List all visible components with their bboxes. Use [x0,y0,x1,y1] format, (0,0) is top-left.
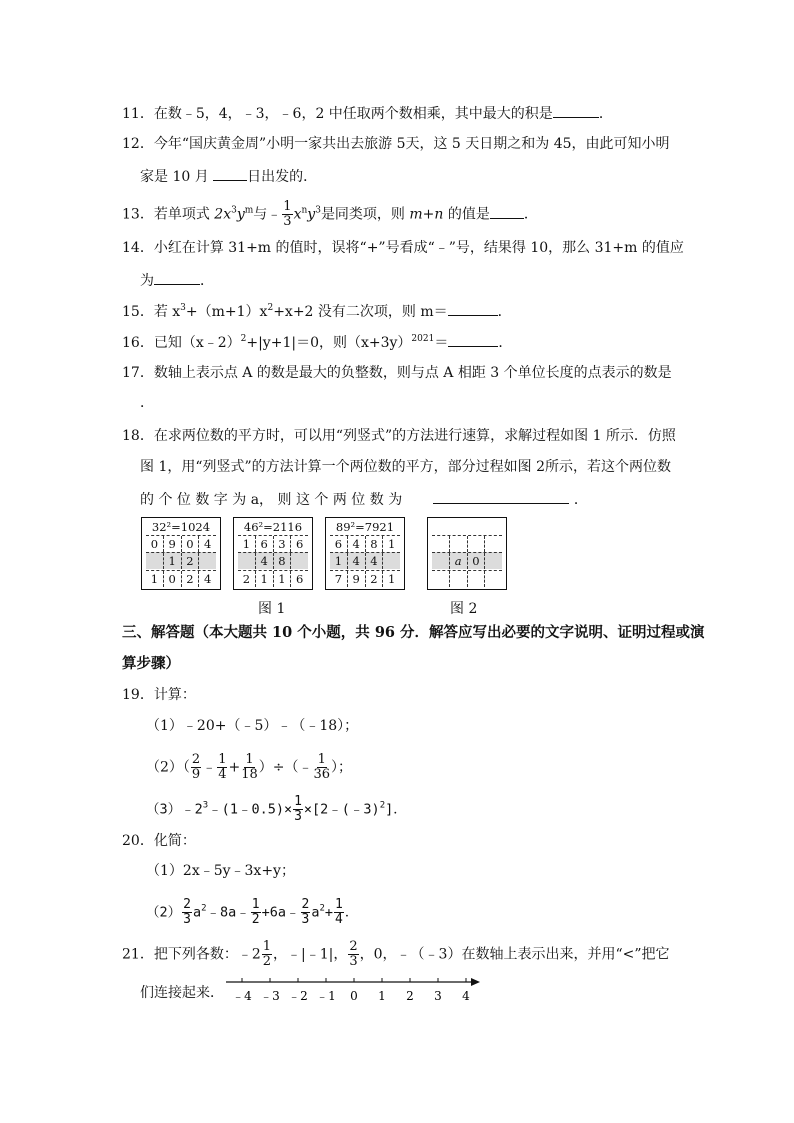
axis-tick-label: ﹣2 [288,989,308,1003]
question-20: 20．化简： [122,833,196,849]
question-15: 15．若 $x^3+(m+1)x^2+x+2$ 没有二次项，则 m＝ ． [122,303,512,320]
fig2-caption: 图 2 [450,601,478,617]
answer-blank [154,270,200,285]
fig1-grid-2: 46²=2116 1 6 3 6 4 8 2 1 1 6 [233,517,313,590]
question-17: 17．数轴上表示点 A 的数是最大的负整数，则与点 A 相距 3 个单位长度的点表示的数是 [122,365,672,381]
question-12-cont: 家是 10 月 日出发的． [140,166,317,186]
axis-tick-label: ﹣1 [316,989,336,1003]
answer-blank [433,489,569,504]
question-14-cont: 为 ． [140,270,214,290]
question-11: 11．在数﹣5，4，﹣3，﹣6，2 中任取两个数相乘，其中最大的积是 ． [122,103,613,123]
q19-part-3: $(3)﹣2^3﹣(1﹣0.5)\times$ $\frac{1}{3}$ ×[2﹣(﹣3)$^2$]． [146,794,407,824]
question-18-cont2: 的 个 位 数 字 为 a， 则 这 个 两 位 数 为 ． [140,489,588,509]
axis-tick-label: 1 [378,989,386,1003]
q20-part-2: （2） $\frac{2}{3}$ $a^2﹣8a﹣$ $\frac{1}{2}$ +6a﹣ $\frac{2}{3}$ $a^2+$ $\frac{1}{4}$ ． [146,897,359,927]
answer-blank [490,204,524,219]
fraction: $\frac{1}{3}$ [283,199,292,229]
question-18: 18．在求两位数的平方时，可以用“列竖式”的方法进行速算，求解过程如图 1 所示．仿照 [122,428,676,444]
question-21: 21．把下列各数：﹣2 $\frac{1}{2}$ ，﹣|﹣1|， $\frac{2}{3}$ ，0，﹣（﹣3）在数轴上表示出来，并用“<”把它 [122,939,670,969]
fig1-grid-1: 32²=1024 0 9 0 4 1 2 1 0 2 4 [141,517,221,590]
answer-blank [213,166,247,181]
axis-tick-label: ﹣3 [260,989,280,1003]
axis-tick-label: 3 [434,989,442,1003]
section-heading-cont: 算步骤） [122,655,180,672]
section-heading: 三、解答题（本大题共 10 个小题，共 96 分．解答应写出必要的文字说明、证明过程或演 [122,624,705,641]
question-16: 16．已知（x﹣2）$^2$+|y+1|＝0，则$(x+3y)^{2021}=$ ． [122,334,513,351]
question-14: 14．小红在计算 31+m 的值时，误将“+”号看成“﹣”号，结果得 10，那么 31+m 的值应 [122,240,684,256]
question-13: 13．若单项式 $2x^3y^m$与﹣ $\frac{1}{3}$ $x^ny^3$是同类项，则 m+n 的值是 ． [122,199,538,229]
q19-part-1: （1）﹣20+（﹣5）﹣（﹣18）； [146,718,359,734]
fig1-grid-3: 89²=7921 6 4 8 1 1 4 4 7 9 2 1 [325,517,405,590]
fig2-grid: a 0 [427,517,507,590]
q19-part-2: （2）（ $\frac{2}{9}$ ﹣ $\frac{1}{4}$ + $\frac{1}{18}$ ）÷（﹣ $\frac{1}{36}$ ）； [146,752,353,782]
question-19: 19．计算： [122,687,196,703]
axis-tick-label: 4 [462,989,470,1003]
question-18-cont: 图 1，用“列竖式”的方法计算一个两位数的平方，部分过程如图 2所示，若这个两位数 [140,459,672,475]
axis-tick-label: 0 [350,989,358,1003]
question-12: 12．今年“国庆黄金周”小明一家共出去旅游 5天，这 5 天日期之和为 45，由此可知小明 [122,136,670,152]
answer-blank [448,301,498,316]
question-17-cont: ． [140,395,154,411]
answer-blank [448,332,498,347]
answer-blank [553,103,599,118]
fig1-caption: 图 1 [258,601,286,617]
axis-tick-label: ﹣4 [232,989,252,1003]
question-21-cont: 们连接起来． [140,985,224,1001]
number-line [224,970,486,1010]
axis-arrow [471,978,480,986]
q20-part-1: （1）2x﹣5y﹣3x+y； [146,863,295,879]
axis-tick-label: 2 [406,989,414,1003]
